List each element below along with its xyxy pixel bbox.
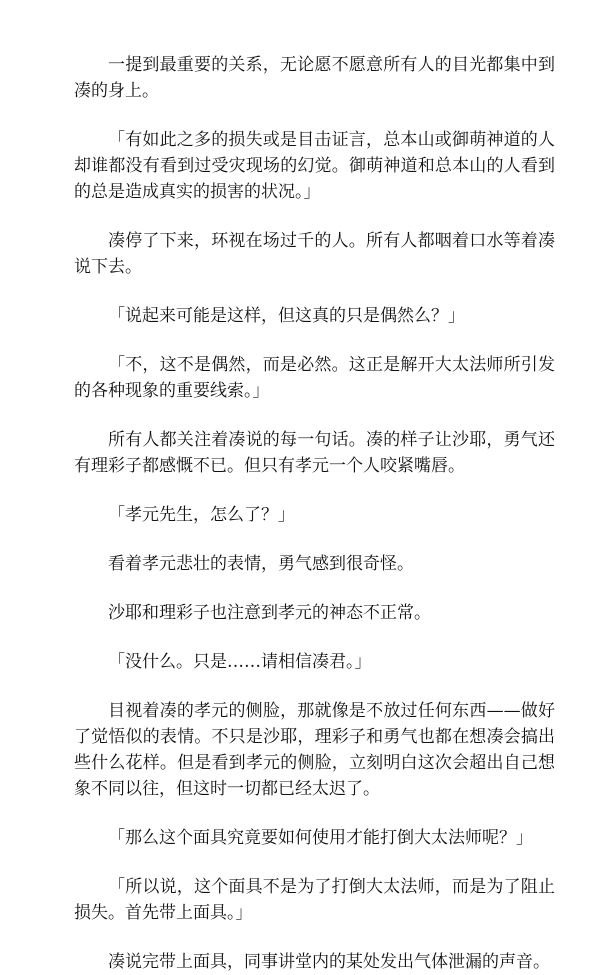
paragraph-6: 所有人都关注着凑说的每一句话。凑的样子让沙耶，勇气还有理彩子都感慨不已。但只有孝元一个人咬紧嘴唇。: [74, 430, 555, 476]
paragraph-1: 一提到最重要的关系，无论愿不愿意所有人的目光都集中到凑的身上。: [74, 55, 555, 101]
paragraph-8: 看着孝元悲壮的表情，勇气感到很奇怪。: [108, 554, 414, 574]
paragraph-14: 凑说完带上面具，同事讲堂内的某处发出气体泄漏的声音。: [108, 952, 550, 972]
paragraph-4: 「说起来可能是这样，但这真的只是偶然么？」: [108, 306, 465, 326]
paragraph-13: 「所以说，这个面具不是为了打倒大太法师，而是为了阻止损失。首先带上面具。」: [74, 877, 555, 923]
paragraph-12: 「那么这个面具究竟要如何使用才能打倒大太法师呢？」: [108, 828, 533, 848]
paragraph-2: 「有如此之多的损失或是目击证言，总本山或御萌神道的人却谁都没有看到过受灾现场的幻觉。御萌神道和总本山的人看到的总是造成真实的损害的状况。」: [74, 130, 555, 202]
paragraph-5: 「不，这不是偶然，而是必然。这正是解开大太法师所引发的各种现象的重要线索。」: [74, 355, 555, 401]
paragraph-10: 「没什么。只是……请相信凑君。」: [108, 652, 372, 672]
paragraph-9: 沙耶和理彩子也注意到孝元的神态不正常。: [108, 603, 431, 623]
paragraph-11: 目视着凑的孝元的侧脸，那就像是不放过任何东西——做好了觉悟似的表情。不只是沙耶，理彩子和勇气也都在想凑会搞出些什么花样。但是看到孝元的侧脸，立刻明白这次会超出自己想象不同以往，但这时一切都已经太迟了。: [74, 701, 555, 799]
paragraph-3: 凑停了下来，环视在场过千的人。所有人都咽着口水等着凑说下去。: [74, 231, 555, 277]
paragraph-7: 「孝元先生，怎么了？」: [108, 505, 295, 525]
